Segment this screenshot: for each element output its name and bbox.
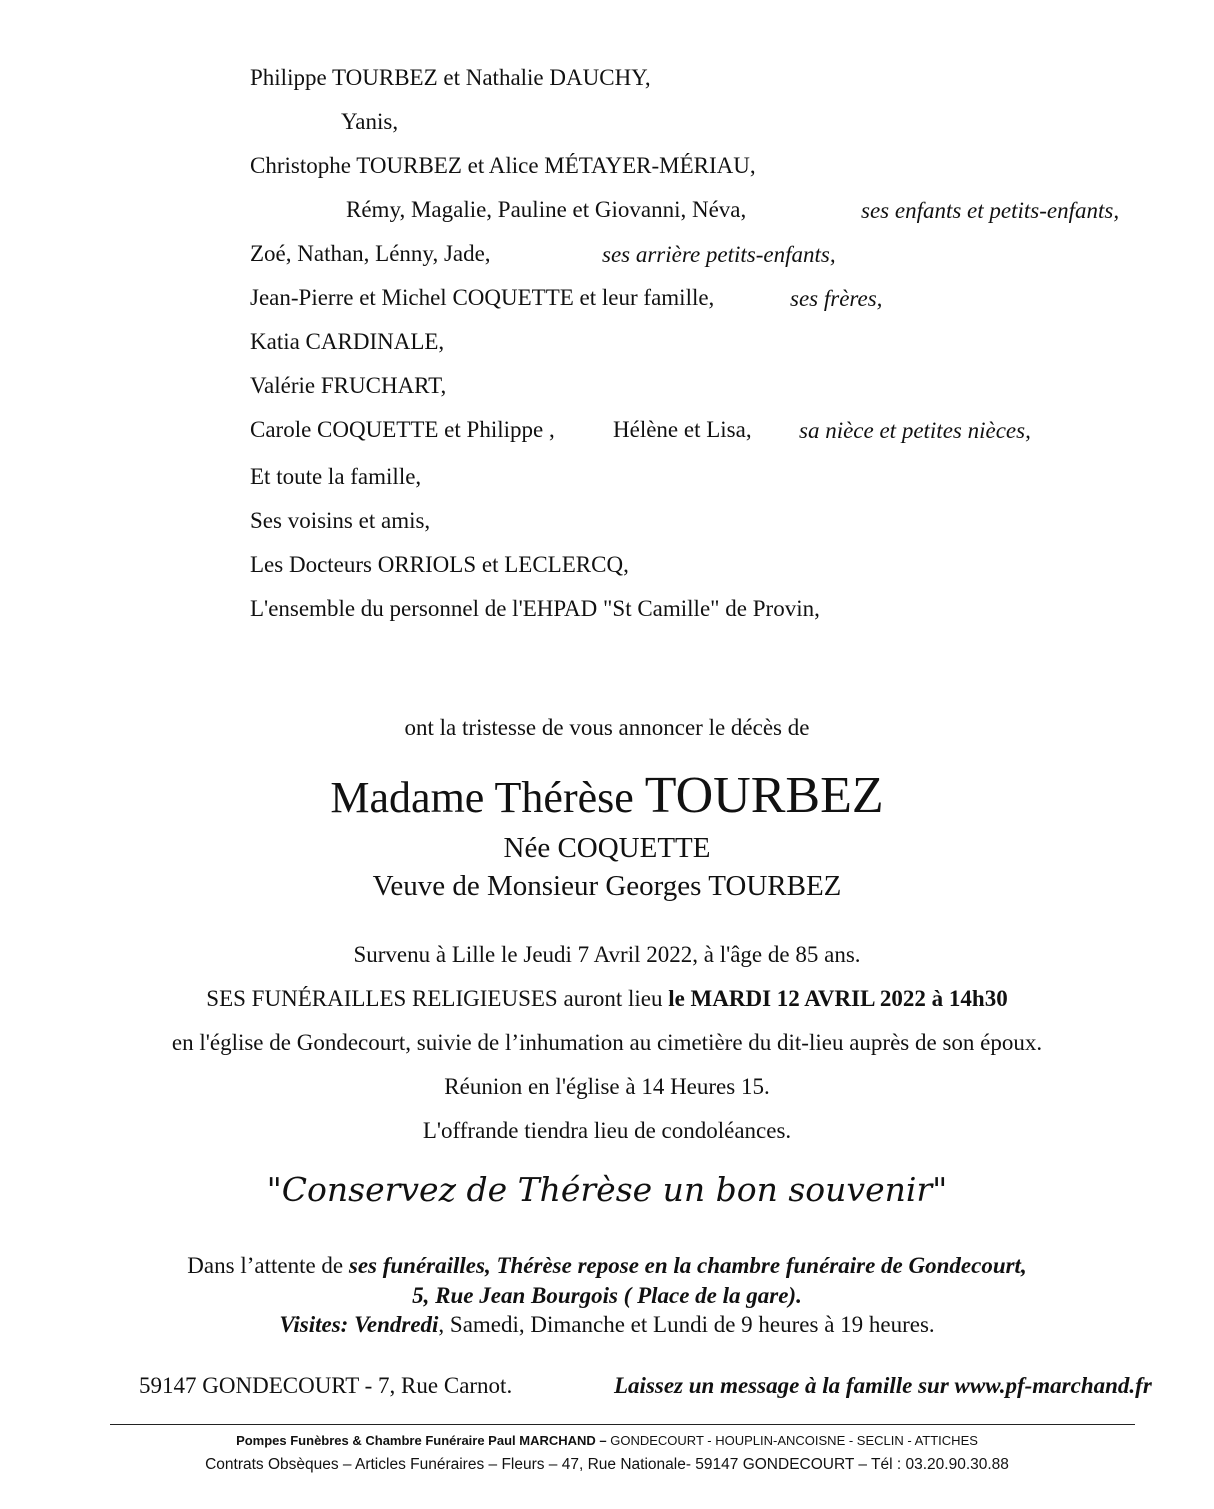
- family-line-12: Les Docteurs ORRIOLS et LECLERCQ,: [250, 552, 629, 577]
- family-line-4-names: Rémy, Magalie, Pauline et Giovanni, Néva,: [346, 197, 747, 222]
- family-line-3: Christophe TOURBEZ et Alice MÉTAYER-MÉRIAU,: [250, 153, 756, 178]
- family-line-5-relation: ses arrière petits-enfants,: [602, 242, 836, 267]
- family-line-1: Philippe TOURBEZ et Nathalie DAUCHY,: [250, 65, 651, 90]
- footer-company-line: [0, 1432, 1214, 1450]
- visites-schedule: , Samedi, Dimanche et Lundi de 9 heures à 19 heures.: [438, 1312, 935, 1337]
- family-line-9-names-a: Carole COQUETTE et Philippe ,: [250, 417, 555, 442]
- reunion-line: Réunion en l'église à 14 Heures 15.: [444, 1074, 770, 1099]
- announcement-intro: ont la tristesse de vous annoncer le décès de: [404, 715, 810, 740]
- family-line-8: Valérie FRUCHART,: [250, 373, 447, 398]
- offrande-line: L'offrande tiendra lieu de condoléances.: [422, 1118, 792, 1143]
- family-line-6-relation: ses frères,: [790, 286, 883, 311]
- funerailles-text: SES FUNÉRAILLES RELIGIEUSES auront lieu: [206, 986, 663, 1011]
- family-line-7: Katia CARDINALE,: [250, 329, 445, 354]
- deceased-last-name: TOURBEZ: [644, 767, 884, 824]
- repose-intro: Dans l’attente de: [187, 1253, 344, 1278]
- visites-line: [0, 1311, 1214, 1339]
- deceased-first-name: Madame Thérèse: [330, 773, 634, 822]
- footer-divider: [110, 1424, 1135, 1425]
- family-line-4-relation: ses enfants et petits-enfants,: [861, 198, 1120, 223]
- repose-address: 5, Rue Jean Bourgois ( Place de la gare).: [412, 1283, 802, 1308]
- survenu-line: Survenu à Lille le Jeudi 7 Avril 2022, à l'âge de 85 ans.: [353, 942, 861, 967]
- family-line-2: Yanis,: [341, 109, 399, 134]
- family-line-13: L'ensemble du personnel de l'EHPAD "St Camille" de Provin,: [250, 596, 820, 621]
- veuve-line: Veuve de Monsieur Georges TOURBEZ: [372, 870, 842, 902]
- contact-address: 59147 GONDECOURT - 7, Rue Carnot.: [139, 1373, 513, 1398]
- memorial-quote: "Conservez de Thérèse un bon souvenir": [266, 1170, 948, 1209]
- family-line-10: Et toute la famille,: [250, 464, 422, 489]
- contact-message: Laissez un message à la famille sur www.pf-marchand.fr: [614, 1373, 1152, 1398]
- repose-line-1: [0, 1252, 1214, 1280]
- repose-location: ses funérailles, Thérèse repose en la chambre funéraire de Gondecourt,: [348, 1253, 1027, 1278]
- family-line-9-relation: sa nièce et petites nièces,: [799, 418, 1031, 443]
- footer-towns: GONDECOURT - HOUPLIN-ANCOISNE - SECLIN - ATTICHES: [606, 1433, 978, 1448]
- funerailles-date: le MARDI 12 AVRIL 2022 à 14h30: [668, 986, 1008, 1011]
- footer-services: Contrats Obsèques – Articles Funéraires – Fleurs – 47, Rue Nationale- 59147 GONDECOURT – Tél : 03.20.90.30.88: [205, 1456, 1009, 1473]
- family-line-6-names: Jean-Pierre et Michel COQUETTE et leur famille,: [250, 285, 715, 310]
- footer-company: Pompes Funèbres & Chambre Funéraire Paul MARCHAND –: [236, 1433, 607, 1448]
- nee-line: Née COQUETTE: [503, 832, 711, 864]
- visites-label: Visites: Vendredi: [279, 1312, 439, 1337]
- family-line-11: Ses voisins et amis,: [250, 508, 431, 533]
- funerailles-line: [0, 985, 1214, 1013]
- family-line-9-names-b: Hélène et Lisa,: [613, 417, 752, 442]
- family-line-5-names: Zoé, Nathan, Lénny, Jade,: [250, 241, 491, 266]
- deceased-name: [0, 767, 1214, 824]
- eglise-line: en l'église de Gondecourt, suivie de l’inhumation au cimetière du dit-lieu auprès de son époux.: [171, 1030, 1043, 1055]
